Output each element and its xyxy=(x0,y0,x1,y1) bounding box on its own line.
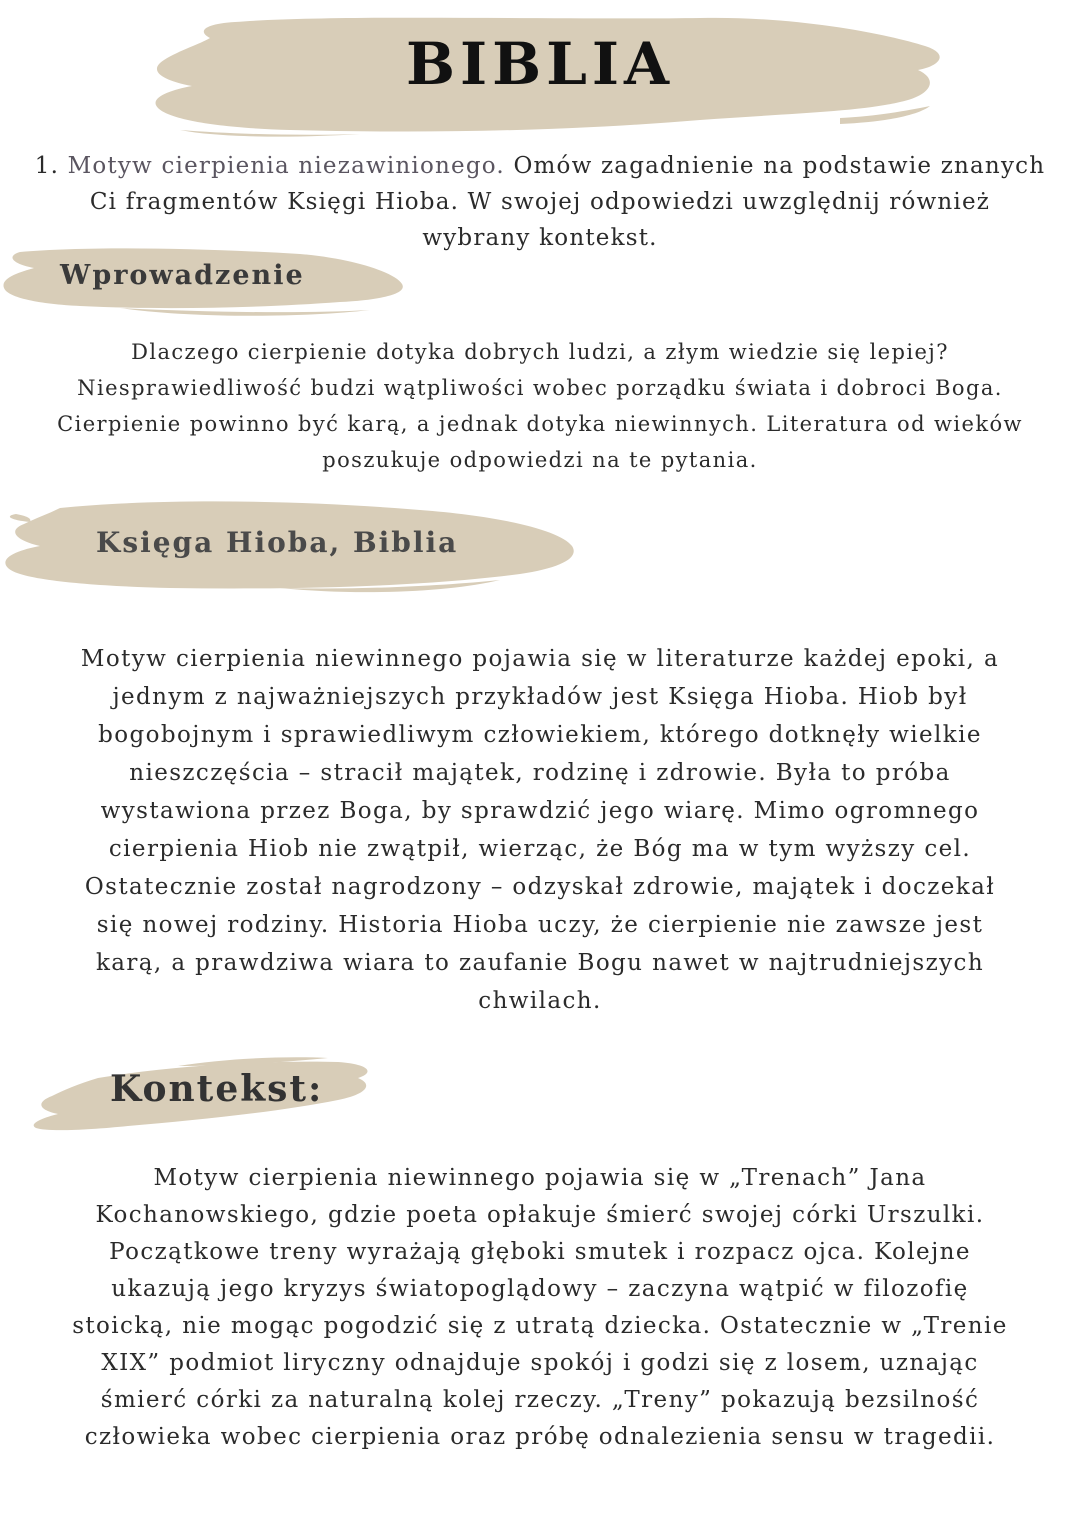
intro-paragraph xyxy=(0,334,1080,478)
section-heading-hiob: Księga Hioba, Biblia xyxy=(96,526,459,559)
question-line-2: Ci fragmentów Księgi Hioba. W swojej odpowiedzi uwzględnij również xyxy=(89,189,991,215)
intro-line: Dlaczego cierpienie dotyka dobrych ludzi, a złym wiedzie się lepiej? xyxy=(131,340,949,364)
context-line: człowieka wobec cierpienia oraz próbę odnalezienia sensu w tragedii. xyxy=(84,1424,996,1450)
question-line-3: wybrany kontekst. xyxy=(422,225,658,251)
context-line: ukazują jego kryzys światopoglądowy – zaczyna wątpić w filozofię xyxy=(111,1276,969,1302)
hiob-line: Motyw cierpienia niewinnego pojawia się w literaturze każdej epoki, a xyxy=(80,646,1000,672)
hiob-line: cierpienia Hiob nie zwątpił, wierząc, że Bóg ma w tym wyższy cel. xyxy=(108,836,972,862)
context-line: Motyw cierpienia niewinnego pojawia się w „Trenach” Jana xyxy=(153,1165,927,1191)
intro-line: Niesprawiedliwość budzi wątpliwości wobec porządku świata i dobroci Boga. xyxy=(77,376,1003,400)
context-line: śmierć córki za naturalną kolej rzeczy. „Treny” pokazują bezsilność xyxy=(100,1387,980,1413)
intro-line: poszukuje odpowiedzi na te pytania. xyxy=(322,448,758,472)
hiob-line: Ostatecznie został nagrodzony – odzyskał zdrowie, majątek i doczekał xyxy=(84,874,996,900)
hiob-line: karą, a prawdziwa wiara to zaufanie Bogu nawet w najtrudniejszych xyxy=(95,950,985,976)
question-line-1 xyxy=(35,153,1046,179)
context-line: Początkowe treny wyrażają głęboki smutek i rozpacz ojca. Kolejne xyxy=(109,1239,971,1265)
context-line: XIX” podmiot liryczny odnajduje spokój i godzi się z losem, uznając xyxy=(101,1350,979,1376)
hiob-line: się nowej rodziny. Historia Hioba uczy, że cierpienie nie zawsze jest xyxy=(96,912,984,938)
hiob-line: bogobojnym i sprawiedliwym człowiekiem, którego dotknęły wielkie xyxy=(98,722,982,748)
context-line: Kochanowskiego, gdzie poeta opłakuje śmierć swojej córki Urszulki. xyxy=(95,1202,985,1228)
section-heading-context: Kontekst: xyxy=(110,1068,324,1110)
question-line-1-rest: Omów zagadnienie na podstawie znanych xyxy=(513,153,1046,179)
intro-line: Cierpienie powinno być karą, a jednak dotyka niewinnych. Literatura od wieków xyxy=(57,412,1023,436)
question-lead: Motyw cierpienia niezawinionego. xyxy=(67,153,505,179)
hiob-line: nieszczęścia – stracił majątek, rodzinę i zdrowie. Była to próba xyxy=(129,760,951,786)
hiob-paragraph xyxy=(0,640,1080,1020)
hiob-line: wystawiona przez Boga, by sprawdzić jego wiarę. Mimo ogromnego xyxy=(100,798,980,824)
section-heading-intro: Wprowadzenie xyxy=(60,260,305,291)
hiob-line: chwilach. xyxy=(478,988,602,1014)
hiob-line: jednym z najważniejszych przykładów jest Księga Hioba. Hiob był xyxy=(112,684,968,710)
context-paragraph xyxy=(0,1160,1080,1456)
question-number: 1. xyxy=(34,153,60,179)
context-line: stoicką, nie mogąc pogodzić się z utratą dziecka. Ostatecznie w „Trenie xyxy=(72,1313,1008,1339)
page-title: BIBLIA xyxy=(405,30,675,98)
